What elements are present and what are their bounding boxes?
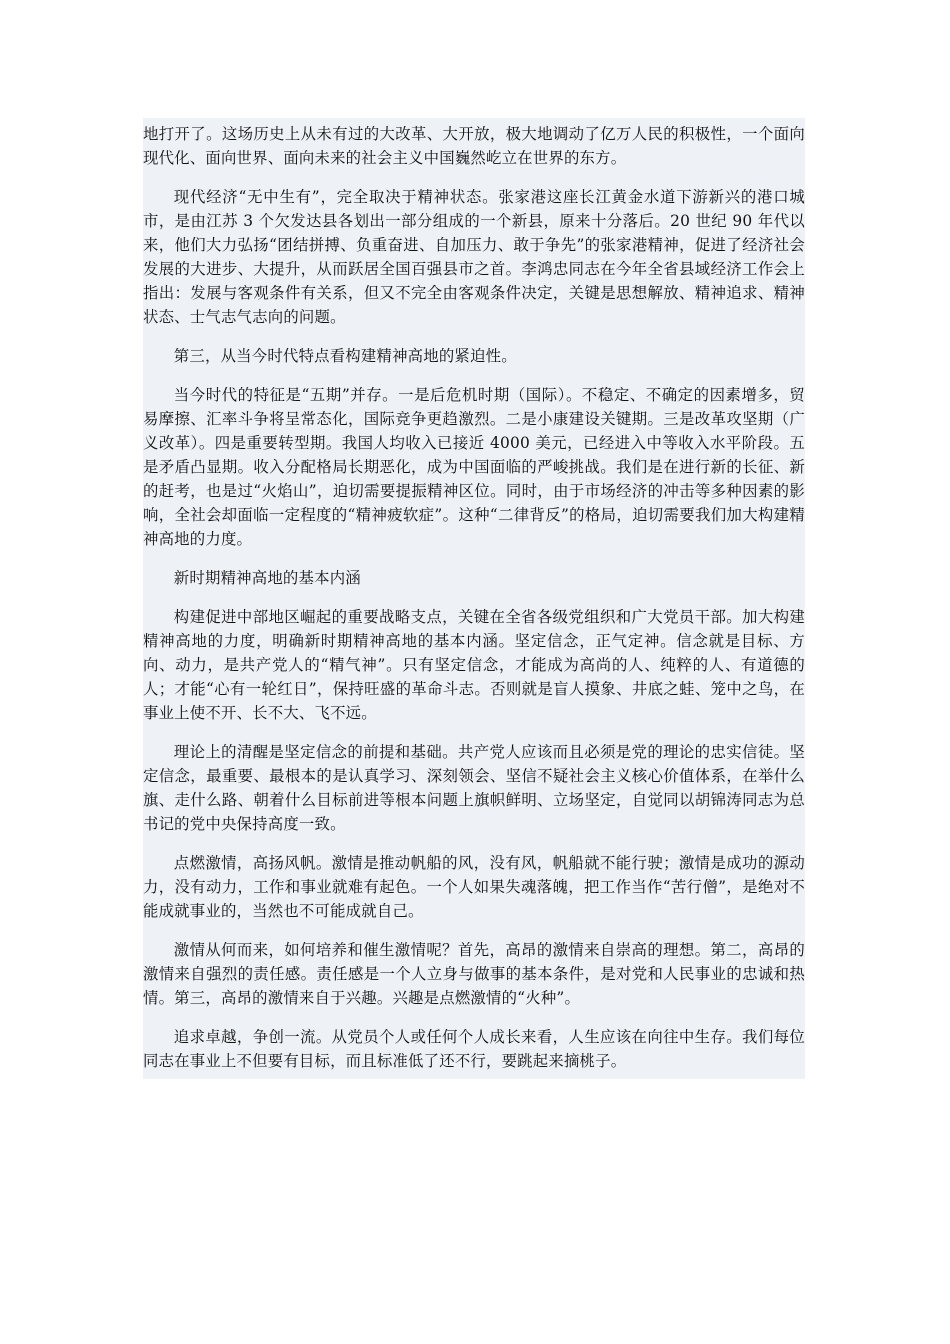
- paragraph-continuation: 地打开了。这场历史上从未有过的大改革、大开放，极大地调动了亿万人民的积极性，一个面向现代化、面向世界、面向未来的社会主义中国巍然屹立在世界的东方。: [143, 125, 805, 167]
- paragraph-five-periods: 当今时代的特征是“五期”并存。一是后危机时期（国际）。不稳定、不确定的因素增多，贸易摩擦、汇率斗争将呈常态化，国际竞争更趋激烈。二是小康建设关键期。三是改革攻坚期（广义改革）。四是重要转型期。我国人均收入已接近 4000 美元，已经进入中等收入水平阶段。五是矛盾凸显期。收入分配格局长期恶化，成为中国面临的严峻挑战。我们是在进行新的长征、新的赶考，也是过“火焰山”，迫切需要提振精神区位。同时，由于市场经济的冲击等多种因素的影响，全社会却面临一定程度的“精神疲软症”。这种“二律背反”的格局，迫切需要我们加大构建精神高地的力度。: [143, 386, 805, 548]
- paragraph-firm-belief: 构建促进中部地区崛起的重要战略支点，关键在全省各级党组织和广大党员干部。加大构建精神高地的力度，明确新时期精神高地的基本内涵。坚定信念，正气定神。信念就是目标、方向、动力，是共产党人的“精气神”。只有坚定信念，才能成为高尚的人、纯粹的人、有道德的人；才能“心有一轮红日”，保持旺盛的革命斗志。否则就是盲人摸象、井底之蛙、笼中之鸟，在事业上使不开、长不大、飞不远。: [143, 608, 805, 722]
- article-body: [143, 118, 805, 1079]
- paragraph-zhangjiagang: 现代经济“无中生有”，完全取决于精神状态。张家港这座长江黄金水道下游新兴的港口城市，是由江苏 3 个欠发达县各划出一部分组成的一个新县，原来十分落后。20 世纪 90 年代以来，他们大力弘扬“团结拼搏、负重奋进、自加压力、敢于争先”的张家港精神，促进了经济社会发展的大进步、大提升，从而跃居全国百强县市之首。李鸿忠同志在今年全省县域经济工作会上指出：发展与客观条件有关系，但又不完全由客观条件决定，关键是思想解放、精神追求、精神状态、士气志气志向的问题。: [143, 188, 805, 326]
- paragraph-theory: 理论上的清醒是坚定信念的前提和基础。共产党人应该而且必须是党的理论的忠实信徒。坚定信念，最重要、最根本的是认真学习、深刻领会、坚信不疑社会主义核心价值体系，在举什么旗、走什么路、朝着什么目标前进等根本问题上旗帜鲜明、立场坚定，自觉同以胡锦涛同志为总书记的党中央保持高度一致。: [143, 743, 805, 833]
- paragraph-excellence: 追求卓越，争创一流。从党员个人或任何个人成长来看，人生应该在向往中生存。我们每位同志在事业上不但要有目标，而且标准低了还不行，要跳起来摘桃子。: [143, 1028, 805, 1070]
- paragraph-passion: 点燃激情，高扬风帆。激情是推动帆船的风，没有风，帆船就不能行驶；激情是成功的源动力，没有动力，工作和事业就难有起色。一个人如果失魂落魄，把工作当作“苦行僧”，是绝对不能成就事业的，当然也不可能成就自己。: [143, 854, 805, 920]
- paragraph-passion-source: 激情从何而来，如何培养和催生激情呢？首先，高昂的激情来自崇高的理想。第二，高昂的激情来自强烈的责任感。责任感是一个人立身与做事的基本条件，是对党和人民事业的忠诚和热情。第三，高昂的激情来自于兴趣。兴趣是点燃激情的“火种”。: [143, 941, 805, 1007]
- section-heading-connotation: 新时期精神高地的基本内涵: [173, 569, 361, 587]
- section-heading-third: 第三，从当今时代特点看构建精神高地的紧迫性。: [173, 347, 517, 365]
